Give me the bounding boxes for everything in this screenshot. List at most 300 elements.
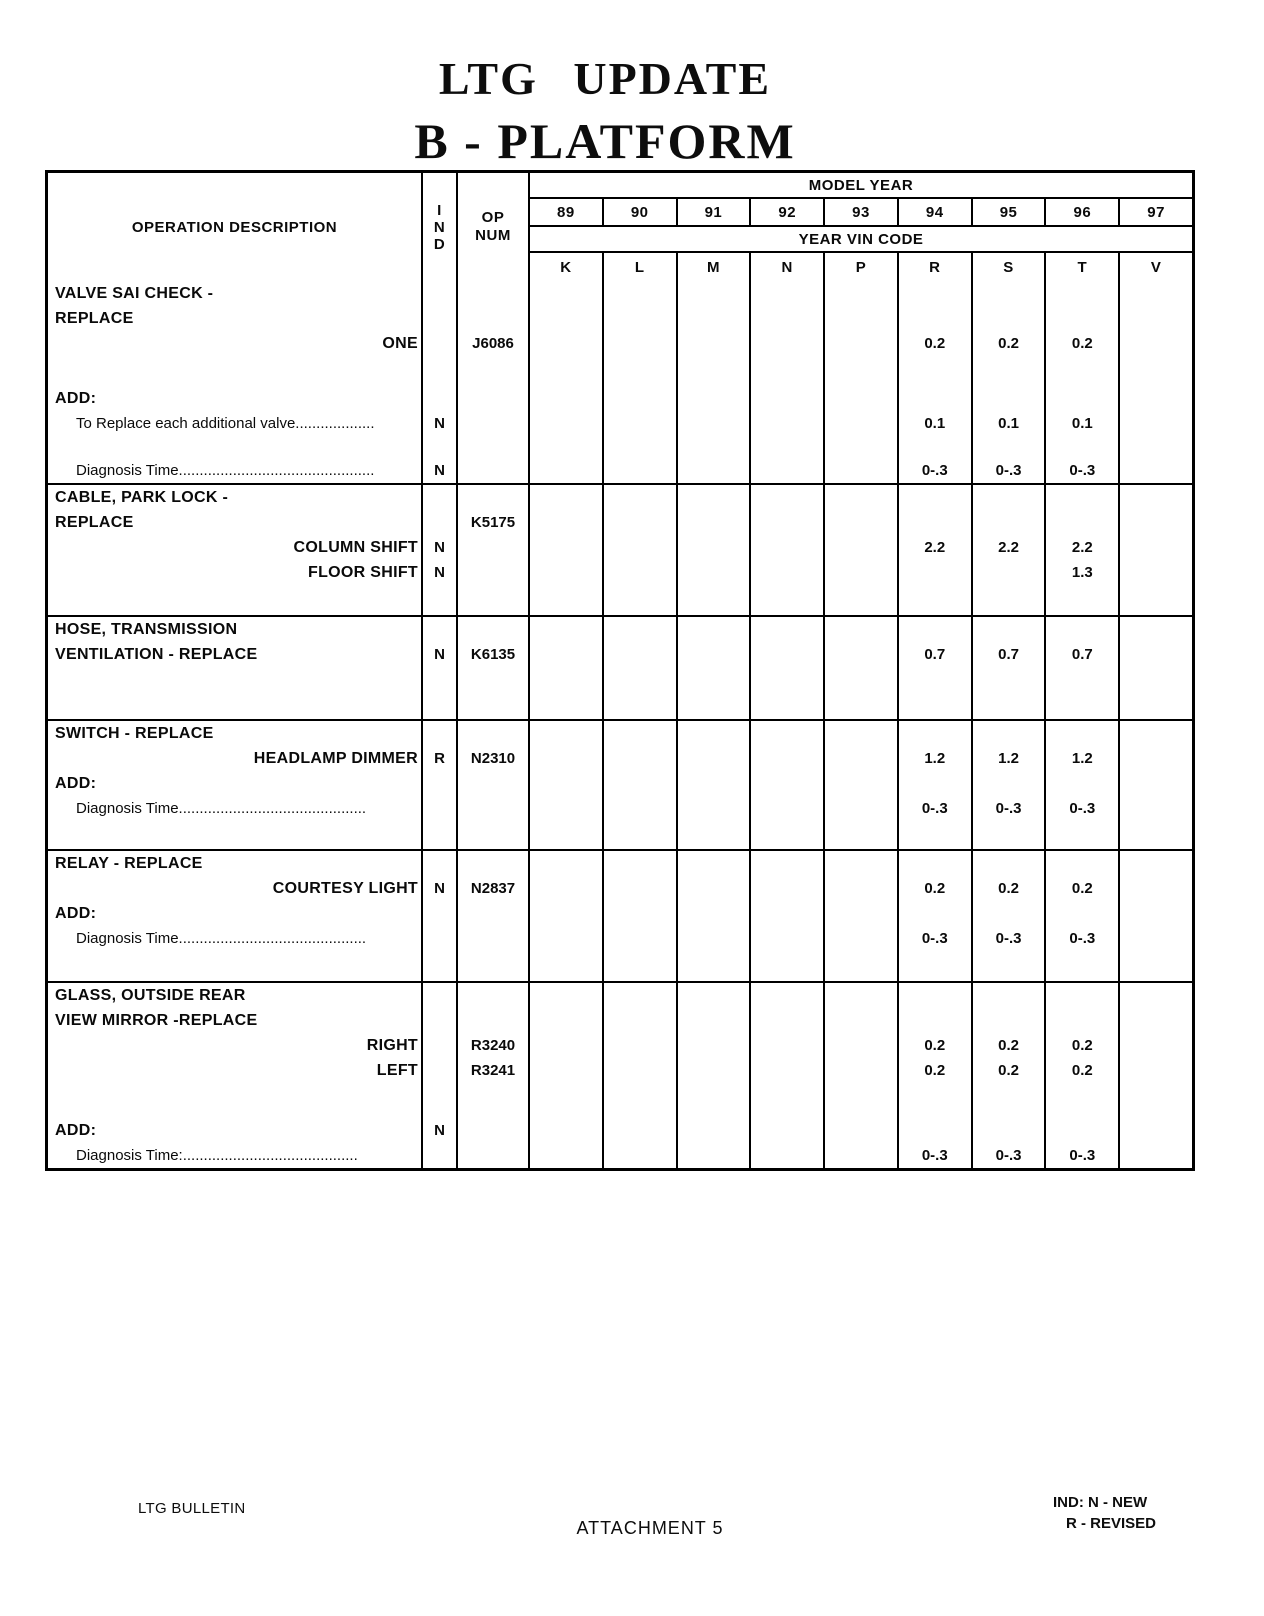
time-value-97	[1118, 535, 1192, 560]
time-value-89	[528, 436, 602, 458]
time-value-96	[1044, 356, 1118, 386]
time-value-97	[1118, 1143, 1192, 1168]
time-value-91	[676, 721, 750, 746]
time-value-89	[528, 901, 602, 926]
table-line	[48, 983, 1192, 1008]
op-num-value	[456, 485, 528, 510]
time-value-92	[749, 876, 823, 901]
op-num-value	[456, 386, 528, 411]
year-header-92: 92	[749, 199, 823, 227]
operation-description: VENTILATION - REPLACE	[55, 645, 258, 663]
time-value-89	[528, 331, 602, 356]
time-value-91	[676, 386, 750, 411]
operation-description: HEADLAMP DIMMER	[253, 749, 418, 767]
ind-value	[421, 851, 456, 876]
time-value-97	[1118, 560, 1192, 585]
time-value-91	[676, 281, 750, 306]
time-value-90	[602, 926, 676, 951]
time-value-94	[897, 281, 971, 306]
time-value-92	[749, 281, 823, 306]
table-line	[48, 721, 1192, 746]
time-value-95: 0-.3	[971, 796, 1045, 821]
time-value-89	[528, 485, 602, 510]
table-line	[48, 1008, 1192, 1033]
time-value-95	[971, 560, 1045, 585]
ind-header-letter: I	[437, 201, 442, 219]
time-value-93	[823, 1118, 897, 1143]
time-value-94	[897, 306, 971, 331]
time-value-94	[897, 721, 971, 746]
time-value-92	[749, 535, 823, 560]
time-value-92	[749, 951, 823, 981]
year-header-96: 96	[1044, 199, 1118, 227]
time-value-97	[1118, 667, 1192, 719]
time-value-94	[897, 356, 971, 386]
year-vin-code-header: YEAR VIN CODE	[528, 227, 1192, 253]
time-value-95: 0.1	[971, 411, 1045, 436]
section-switch-replace	[48, 719, 1192, 849]
time-value-94	[897, 585, 971, 615]
year-header-90: 90	[602, 199, 676, 227]
time-value-93	[823, 306, 897, 331]
table-line	[48, 485, 1192, 510]
time-value-96	[1044, 771, 1118, 796]
operation-description-header: OPERATION DESCRIPTION	[131, 218, 338, 236]
time-value-96	[1044, 851, 1118, 876]
operation-description: Diagnosis Time...............................................	[76, 462, 375, 479]
time-value-90	[602, 851, 676, 876]
time-value-94: 0-.3	[897, 458, 971, 483]
time-value-97	[1118, 1058, 1192, 1083]
time-value-97	[1118, 1033, 1192, 1058]
time-value-92	[749, 356, 823, 386]
ind-value	[421, 485, 456, 510]
time-value-93	[823, 667, 897, 719]
time-value-96	[1044, 386, 1118, 411]
time-value-93	[823, 331, 897, 356]
ind-value	[421, 821, 456, 849]
op-num-value	[456, 560, 528, 585]
time-value-95	[971, 1008, 1045, 1033]
time-value-90	[602, 876, 676, 901]
ind-value	[421, 1033, 456, 1058]
op-num-value	[456, 458, 528, 483]
operation-description	[48, 951, 421, 981]
table-line	[48, 458, 1192, 483]
time-value-92	[749, 1008, 823, 1033]
section-relay-replace	[48, 849, 1192, 981]
time-value-89	[528, 411, 602, 436]
time-value-93	[823, 436, 897, 458]
time-value-96	[1044, 510, 1118, 535]
vin-code-header-V: V	[1118, 253, 1192, 281]
time-value-95: 1.2	[971, 746, 1045, 771]
time-value-97	[1118, 1118, 1192, 1143]
table-line	[48, 356, 1192, 386]
time-value-94	[897, 386, 971, 411]
time-value-90	[602, 510, 676, 535]
operation-description: ADD:	[55, 774, 97, 792]
time-value-93	[823, 1143, 897, 1168]
time-value-91	[676, 510, 750, 535]
vin-code-header-T: T	[1044, 253, 1118, 281]
time-value-93	[823, 458, 897, 483]
time-value-91	[676, 436, 750, 458]
time-value-89	[528, 746, 602, 771]
time-value-97	[1118, 436, 1192, 458]
time-value-95	[971, 436, 1045, 458]
time-value-93	[823, 796, 897, 821]
ind-header-letter: N	[433, 218, 446, 236]
time-value-91	[676, 1008, 750, 1033]
time-value-95	[971, 771, 1045, 796]
time-value-95	[971, 585, 1045, 615]
time-value-96	[1044, 901, 1118, 926]
vin-code-header-N: N	[749, 253, 823, 281]
time-value-93	[823, 1008, 897, 1033]
ind-value	[421, 306, 456, 331]
op-num-value: N2837	[456, 876, 528, 901]
ind-value	[421, 585, 456, 615]
time-value-95: 0.2	[971, 876, 1045, 901]
ind-value	[421, 1008, 456, 1033]
ind-value	[421, 436, 456, 458]
time-value-92	[749, 821, 823, 849]
time-value-94	[897, 485, 971, 510]
time-value-94	[897, 821, 971, 849]
time-value-97	[1118, 485, 1192, 510]
op-num-value	[456, 1083, 528, 1118]
op-num-value: R3241	[456, 1058, 528, 1083]
time-value-95	[971, 901, 1045, 926]
time-value-93	[823, 535, 897, 560]
time-value-89	[528, 876, 602, 901]
time-value-89	[528, 1033, 602, 1058]
time-value-90	[602, 331, 676, 356]
time-value-95	[971, 721, 1045, 746]
time-value-91	[676, 1143, 750, 1168]
operation-description	[48, 1083, 421, 1118]
time-value-93	[823, 951, 897, 981]
time-value-92	[749, 585, 823, 615]
time-value-89	[528, 1143, 602, 1168]
time-value-90	[602, 458, 676, 483]
time-value-89	[528, 667, 602, 719]
table-line	[48, 821, 1192, 849]
time-value-91	[676, 1033, 750, 1058]
ind-value: R	[421, 746, 456, 771]
time-value-89	[528, 386, 602, 411]
time-value-90	[602, 667, 676, 719]
time-value-97	[1118, 585, 1192, 615]
time-value-93	[823, 771, 897, 796]
table-line	[48, 746, 1192, 771]
time-value-94	[897, 667, 971, 719]
time-value-92	[749, 746, 823, 771]
time-value-96	[1044, 667, 1118, 719]
time-value-94: 0.2	[897, 876, 971, 901]
ind-value: N	[421, 642, 456, 667]
operation-description: ADD:	[55, 389, 97, 407]
vin-code-header-L: L	[602, 253, 676, 281]
time-value-92	[749, 386, 823, 411]
time-value-94: 2.2	[897, 535, 971, 560]
time-value-95	[971, 386, 1045, 411]
time-value-89	[528, 356, 602, 386]
operation-description: VIEW MIRROR -REPLACE	[55, 1011, 258, 1029]
time-value-95: 0-.3	[971, 926, 1045, 951]
time-value-92	[749, 510, 823, 535]
time-value-91	[676, 796, 750, 821]
time-value-91	[676, 642, 750, 667]
time-value-91	[676, 1118, 750, 1143]
table-line	[48, 1118, 1192, 1143]
time-value-95: 0.2	[971, 1033, 1045, 1058]
ind-value: N	[421, 560, 456, 585]
time-value-96: 0-.3	[1044, 926, 1118, 951]
time-value-94	[897, 510, 971, 535]
time-value-91	[676, 746, 750, 771]
op-num-value	[456, 901, 528, 926]
page-subtitle: B - PLATFORM	[414, 113, 796, 169]
op-num-value	[456, 667, 528, 719]
operation-description: HOSE, TRANSMISSION	[55, 620, 238, 638]
time-value-91	[676, 585, 750, 615]
section-valve-sai-check	[48, 281, 1192, 483]
time-value-90	[602, 1143, 676, 1168]
time-value-91	[676, 306, 750, 331]
operation-description: COLUMN SHIFT	[293, 538, 418, 556]
op-num-value	[456, 821, 528, 849]
table-line	[48, 560, 1192, 585]
time-value-94: 0-.3	[897, 926, 971, 951]
time-value-97	[1118, 926, 1192, 951]
time-value-90	[602, 901, 676, 926]
ind-value	[421, 281, 456, 306]
time-value-97	[1118, 746, 1192, 771]
time-value-94	[897, 617, 971, 642]
time-value-97	[1118, 642, 1192, 667]
time-value-90	[602, 746, 676, 771]
time-value-89	[528, 1118, 602, 1143]
time-value-97	[1118, 617, 1192, 642]
time-value-89	[528, 510, 602, 535]
time-value-91	[676, 901, 750, 926]
vin-code-header-M: M	[676, 253, 750, 281]
time-value-93	[823, 386, 897, 411]
ind-value: N	[421, 535, 456, 560]
op-num-column-header	[456, 173, 528, 281]
operation-description: Diagnosis Time.............................................	[76, 800, 367, 817]
time-value-91	[676, 458, 750, 483]
time-value-97	[1118, 876, 1192, 901]
ind-value	[421, 667, 456, 719]
operation-description: GLASS, OUTSIDE REAR	[55, 986, 246, 1004]
time-value-89	[528, 281, 602, 306]
time-value-92	[749, 560, 823, 585]
time-value-89	[528, 1058, 602, 1083]
time-value-91	[676, 667, 750, 719]
time-value-96: 0-.3	[1044, 796, 1118, 821]
time-value-91	[676, 1083, 750, 1118]
time-value-90	[602, 1033, 676, 1058]
time-value-96: 2.2	[1044, 535, 1118, 560]
time-value-92	[749, 458, 823, 483]
op-num-value	[456, 983, 528, 1008]
time-value-91	[676, 821, 750, 849]
time-value-97	[1118, 983, 1192, 1008]
time-value-97	[1118, 458, 1192, 483]
time-value-92	[749, 436, 823, 458]
time-value-96	[1044, 821, 1118, 849]
time-value-90	[602, 411, 676, 436]
op-num-value	[456, 535, 528, 560]
time-value-94: 1.2	[897, 746, 971, 771]
time-value-92	[749, 331, 823, 356]
table-header	[48, 173, 1192, 281]
table-line	[48, 306, 1192, 331]
time-value-92	[749, 1118, 823, 1143]
operation-description: ONE	[382, 334, 418, 352]
op-num-value	[456, 926, 528, 951]
footer-legend-new: IND: N - NEW	[1053, 1494, 1148, 1511]
time-value-89	[528, 821, 602, 849]
table-line	[48, 281, 1192, 306]
time-value-93	[823, 876, 897, 901]
time-value-93	[823, 642, 897, 667]
time-value-97	[1118, 306, 1192, 331]
time-value-95: 0-.3	[971, 458, 1045, 483]
time-value-97	[1118, 1008, 1192, 1033]
ind-value	[421, 926, 456, 951]
time-value-94	[897, 1083, 971, 1118]
time-value-92	[749, 1083, 823, 1118]
time-value-92	[749, 617, 823, 642]
time-value-90	[602, 306, 676, 331]
time-value-96	[1044, 485, 1118, 510]
ind-value	[421, 771, 456, 796]
time-value-97	[1118, 771, 1192, 796]
time-value-92	[749, 667, 823, 719]
operation-description	[48, 356, 421, 386]
time-value-93	[823, 1033, 897, 1058]
operation-description	[48, 667, 421, 719]
time-value-96	[1044, 281, 1118, 306]
time-value-93	[823, 585, 897, 615]
operation-description: RIGHT	[366, 1036, 418, 1054]
op-num-value	[456, 796, 528, 821]
time-value-90	[602, 560, 676, 585]
time-value-96	[1044, 585, 1118, 615]
table-line	[48, 951, 1192, 981]
table-line	[48, 585, 1192, 615]
table-body	[48, 281, 1192, 1168]
ind-value: N	[421, 876, 456, 901]
time-value-96: 0.2	[1044, 1033, 1118, 1058]
time-value-89	[528, 560, 602, 585]
time-value-94	[897, 771, 971, 796]
time-value-89	[528, 306, 602, 331]
time-value-97	[1118, 721, 1192, 746]
time-value-96	[1044, 951, 1118, 981]
time-value-93	[823, 983, 897, 1008]
op-num-value	[456, 411, 528, 436]
section-hose-transmission-ventilation	[48, 615, 1192, 719]
time-value-91	[676, 485, 750, 510]
time-value-94	[897, 983, 971, 1008]
table-line	[48, 386, 1192, 411]
time-value-96: 0.7	[1044, 642, 1118, 667]
time-value-97	[1118, 510, 1192, 535]
ind-value: N	[421, 411, 456, 436]
time-value-90	[602, 281, 676, 306]
op-num-value	[456, 951, 528, 981]
time-value-90	[602, 1008, 676, 1033]
time-value-96	[1044, 721, 1118, 746]
time-value-95	[971, 617, 1045, 642]
time-value-95	[971, 1083, 1045, 1118]
time-value-89	[528, 617, 602, 642]
time-value-93	[823, 617, 897, 642]
op-num-value	[456, 1008, 528, 1033]
time-value-93	[823, 851, 897, 876]
time-value-91	[676, 1058, 750, 1083]
time-value-93	[823, 926, 897, 951]
time-value-89	[528, 585, 602, 615]
op-num-value	[456, 851, 528, 876]
time-value-97	[1118, 281, 1192, 306]
footer-legend-revised: R - REVISED	[1066, 1515, 1157, 1532]
time-value-93	[823, 356, 897, 386]
operation-description: Diagnosis Time.............................................	[76, 930, 367, 947]
time-value-95	[971, 821, 1045, 849]
page-title: LTG UPDATE	[438, 53, 772, 104]
time-value-89	[528, 1008, 602, 1033]
time-value-90	[602, 485, 676, 510]
ind-value	[421, 1083, 456, 1118]
time-value-95	[971, 510, 1045, 535]
time-value-97	[1118, 951, 1192, 981]
time-value-90	[602, 585, 676, 615]
operation-description	[48, 821, 421, 849]
time-value-93	[823, 1083, 897, 1118]
time-value-96	[1044, 617, 1118, 642]
vin-code-header-K: K	[528, 253, 602, 281]
time-value-91	[676, 411, 750, 436]
year-header-95: 95	[971, 199, 1045, 227]
time-value-97	[1118, 901, 1192, 926]
time-value-95	[971, 281, 1045, 306]
section-glass-outside-rear-view-mirror	[48, 981, 1192, 1168]
operation-description: ADD:	[55, 1121, 97, 1139]
op-num-value: J6086	[456, 331, 528, 356]
table-line	[48, 926, 1192, 951]
time-value-95: 0.7	[971, 642, 1045, 667]
time-value-94	[897, 1118, 971, 1143]
year-header-94: 94	[897, 199, 971, 227]
operation-description: REPLACE	[55, 513, 134, 531]
time-value-91	[676, 617, 750, 642]
time-value-90	[602, 436, 676, 458]
vin-code-header-S: S	[971, 253, 1045, 281]
time-value-95: 0.2	[971, 1058, 1045, 1083]
year-header-89: 89	[528, 199, 602, 227]
year-header-93: 93	[823, 199, 897, 227]
time-value-95	[971, 485, 1045, 510]
time-value-94	[897, 436, 971, 458]
time-value-91	[676, 331, 750, 356]
time-value-92	[749, 796, 823, 821]
